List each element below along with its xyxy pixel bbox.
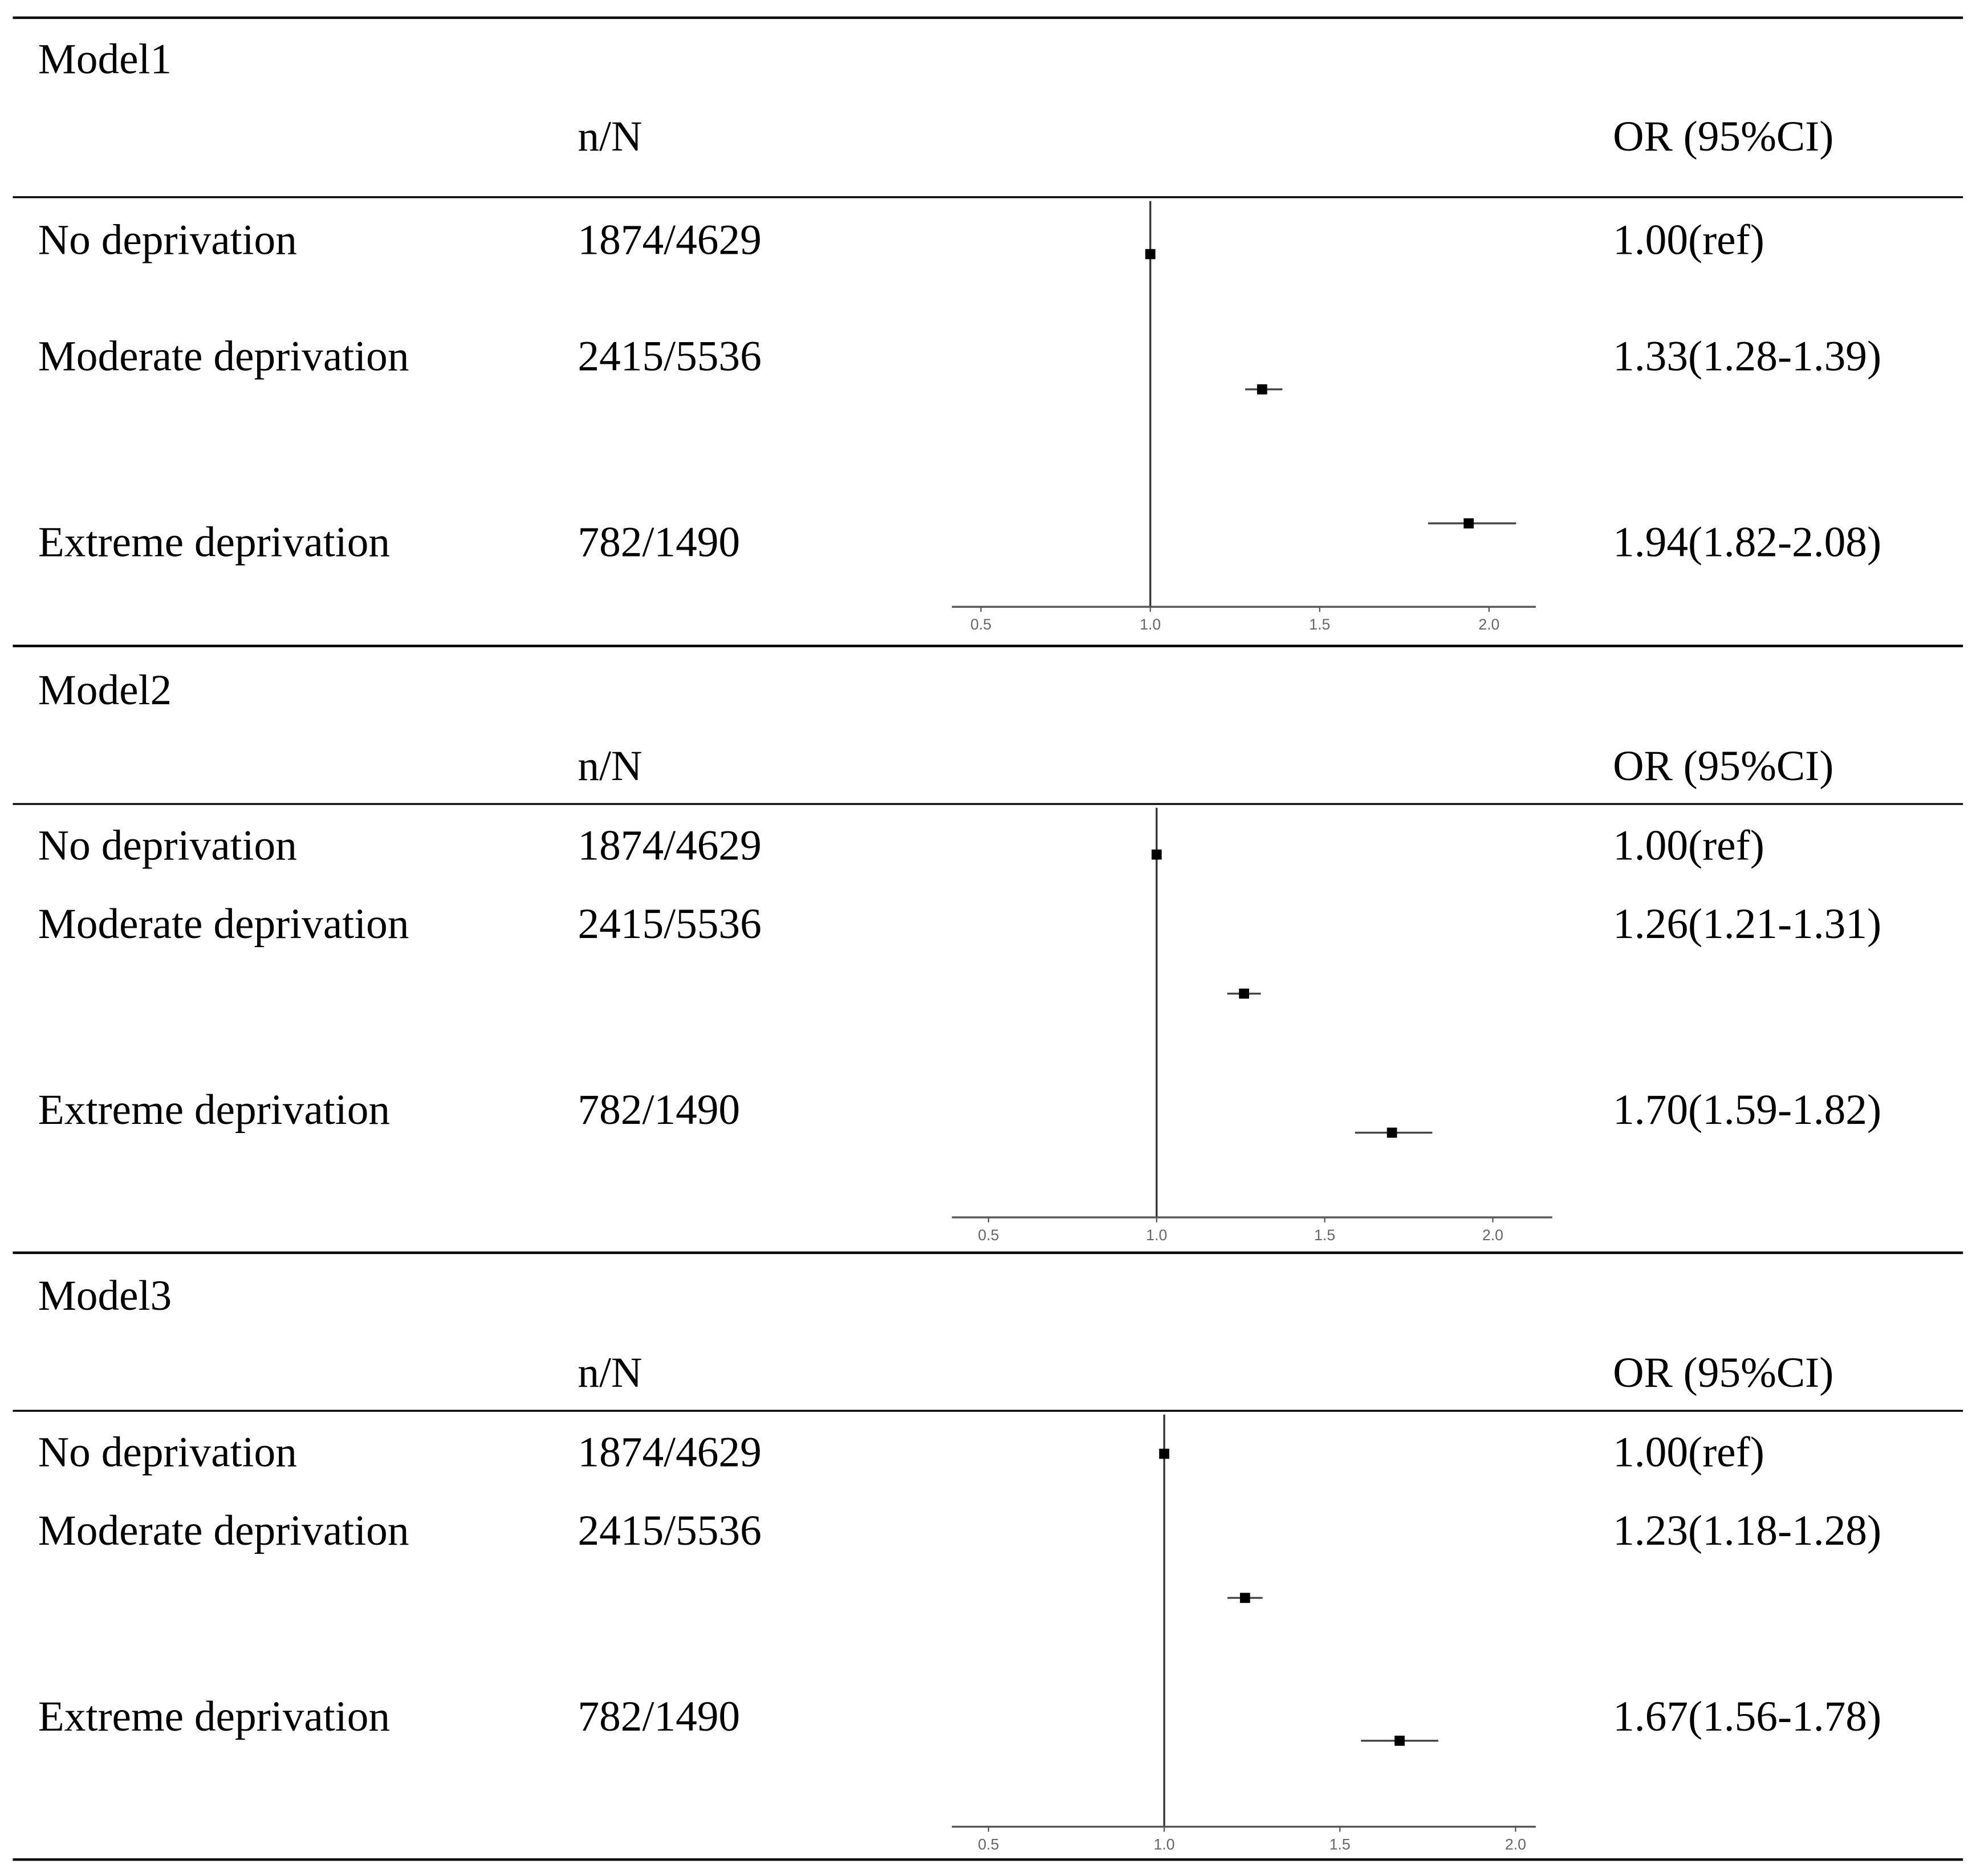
column-header-or: OR (95%CI)	[1613, 1349, 1834, 1397]
row-or-ci: 1.67(1.56-1.78)	[1613, 1693, 1882, 1741]
x-tick-label: 1.5	[1329, 1836, 1351, 1853]
row-nN: 1874/4629	[578, 216, 762, 264]
column-header-nN: n/N	[578, 1349, 643, 1397]
row-nN: 2415/5536	[578, 900, 762, 948]
model-title: Model2	[38, 666, 172, 714]
row-label: No deprivation	[38, 822, 297, 870]
x-tick-label: 2.0	[1505, 1836, 1526, 1853]
point-estimate	[1257, 384, 1267, 395]
row-nN: 782/1490	[578, 1693, 741, 1741]
x-tick-label: 1.0	[1146, 1226, 1168, 1244]
row-or-ci: 1.00(ref)	[1613, 1428, 1764, 1476]
row-or-ci: 1.70(1.59-1.82)	[1613, 1086, 1882, 1134]
row-label: Moderate deprivation	[38, 900, 409, 948]
point-estimate	[1240, 1593, 1250, 1603]
row-label: No deprivation	[38, 1428, 297, 1476]
point-estimate	[1394, 1736, 1405, 1746]
column-header-nN: n/N	[578, 112, 643, 160]
row-nN: 1874/4629	[578, 1428, 762, 1476]
row-label: No deprivation	[38, 216, 297, 264]
row-or-ci: 1.26(1.21-1.31)	[1613, 900, 1882, 948]
x-tick-label: 1.5	[1309, 616, 1331, 634]
row-label: Moderate deprivation	[38, 1507, 409, 1555]
x-tick-label: 0.5	[970, 616, 992, 634]
row-nN: 782/1490	[578, 1086, 741, 1134]
row-or-ci: 1.23(1.18-1.28)	[1613, 1507, 1882, 1555]
row-or-ci: 1.00(ref)	[1613, 216, 1764, 264]
row-or-ci: 1.00(ref)	[1613, 822, 1764, 870]
x-tick-label: 1.5	[1314, 1226, 1336, 1244]
x-tick-label: 1.0	[1153, 1836, 1175, 1853]
point-estimate	[1159, 1449, 1169, 1459]
column-header-nN: n/N	[578, 742, 643, 790]
column-header-or: OR (95%CI)	[1613, 112, 1834, 160]
model-title: Model1	[38, 35, 172, 83]
point-estimate	[1463, 518, 1474, 529]
point-estimate	[1152, 850, 1162, 860]
point-estimate	[1145, 249, 1156, 259]
x-tick-label: 1.0	[1140, 616, 1161, 634]
x-tick-label: 2.0	[1482, 1226, 1504, 1244]
row-nN: 2415/5536	[578, 1507, 762, 1555]
row-label: Moderate deprivation	[38, 332, 409, 380]
row-label: Extreme deprivation	[38, 1693, 391, 1741]
x-tick-label: 2.0	[1478, 616, 1500, 634]
row-label: Extreme deprivation	[38, 1086, 391, 1134]
row-nN: 2415/5536	[578, 332, 762, 380]
x-tick-label: 0.5	[978, 1226, 999, 1244]
point-estimate	[1239, 989, 1249, 999]
x-tick-label: 0.5	[978, 1836, 999, 1853]
model-title: Model3	[38, 1272, 172, 1319]
row-label: Extreme deprivation	[38, 518, 391, 566]
column-header-or: OR (95%CI)	[1613, 742, 1834, 790]
row-or-ci: 1.33(1.28-1.39)	[1613, 332, 1882, 380]
row-or-ci: 1.94(1.82-2.08)	[1613, 518, 1882, 566]
row-nN: 1874/4629	[578, 822, 762, 870]
point-estimate	[1387, 1128, 1397, 1138]
row-nN: 782/1490	[578, 518, 741, 566]
